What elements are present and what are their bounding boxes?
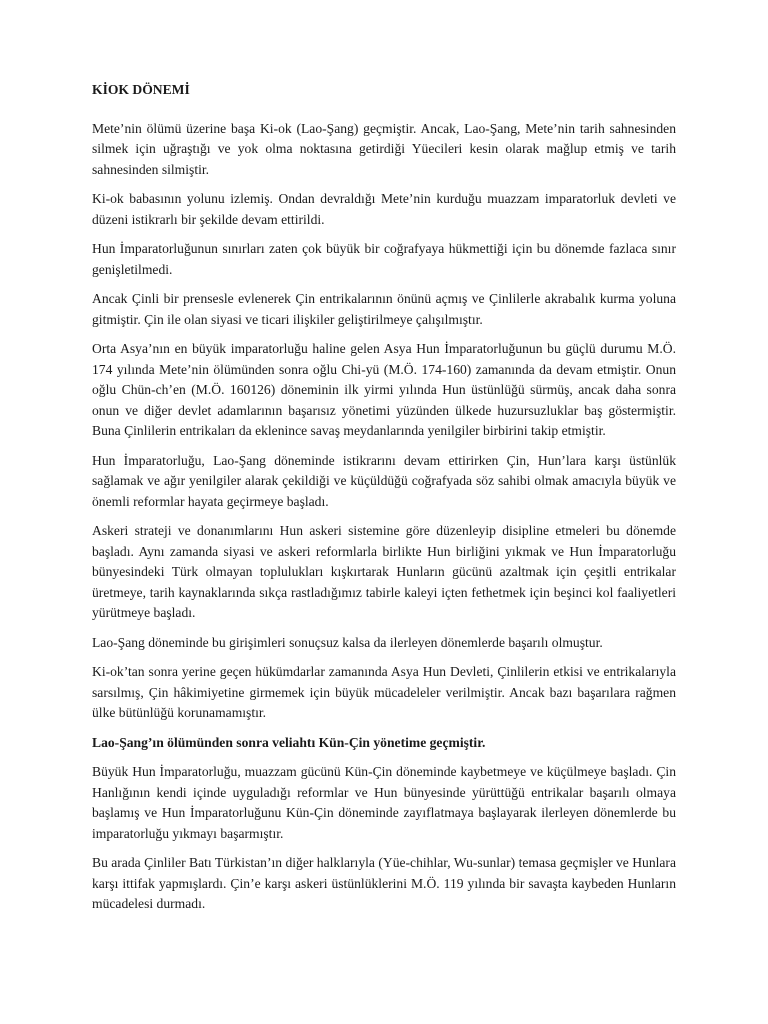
bold-paragraph: Lao-Şang’ın ölümünden sonra veliahtı Kün-Çin yönetime geçmiştir.	[92, 734, 486, 750]
document-heading: KİOK DÖNEMİ	[92, 82, 190, 97]
paragraph: Büyük Hun İmparatorluğu, muazzam gücünü Kün-Çin döneminde kaybetmeye ve küçülmeye başladı. Çin Hanlığının kendi içinde uyguladığı reformlar ve Hun bünyesinde yürüttüğü entrikalar başarılı olmaya başlamış ve Hun İmparatorluğunu Kün-Çin döneminde zayıflatmaya başlayarak ilerleyen dönemlerde bu imparatorluğu yıkmayı başarmıştır.	[92, 764, 676, 841]
paragraph: Askeri strateji ve donanımlarını Hun askeri sistemine göre düzenleyip disipline etmeleri bu dönemde başladı. Aynı zamanda siyasi ve askeri reformlarla birlikte Hun birliğini yıkmak ve Hun İmparatorluğu bünyesindeki Türk olmayan toplulukları kışkırtarak Hunların gücünü azaltmak için çeşitli entrikalar üretmeye, tarih kaynaklarında sıkça rastladığımız tabirle kaleyi içten fethetmek için beşinci kol faaliyetleri yürütmeye başladı.	[92, 523, 676, 620]
paragraph: Mete’nin ölümü üzerine başa Ki-ok (Lao-Şang) geçmiştir. Ancak, Lao-Şang, Mete’nin tarih sahnesinden silmek için uğraştığı ve yok olma noktasına getirdiği Yüecileri kesin olarak mağlup etmiş ve tarih sahnesinden silmiştir.	[92, 120, 676, 177]
paragraph: Hun İmparatorluğu, Lao-Şang döneminde istikrarını devam ettirirken Çin, Hun’lara karşı üstünlük sağlamak ve ağır yenilgiler alarak çekildiği ve küçüldüğü coğrafyada söz sahibi olmak amacıyla büyük ve önemli reformlar hayata geçirmeye başladı.	[92, 452, 676, 509]
paragraph: Ki-ok’tan sonra yerine geçen hükümdarlar zamanında Asya Hun Devleti, Çinlilerin etkisi ve entrikalarıyla sarsılmış, Çin hâkimiyetine girmemek için büyük mücadeleler verilmiştir. Ancak bazı başarılara rağmen ülke bütünlüğü korunamamıştır.	[92, 664, 676, 720]
paragraph: Lao-Şang döneminde bu girişimleri sonuçsuz kalsa da ilerleyen dönemlerde başarılı olmuştur.	[92, 634, 603, 650]
paragraph: Ancak Çinli bir prensesle evlenerek Çin entrikalarının önünü açmış ve Çinlilerle akrabalık kurma yoluna gitmiştir. Çin ile olan siyasi ve ticari ilişkiler geliştirilmeye çalışılmıştır.	[92, 291, 676, 327]
document-page	[92, 80, 676, 924]
paragraph: Hun İmparatorluğunun sınırları zaten çok büyük bir coğrafyaya hükmettiği için bu dönemde fazlaca sınır genişletilmedi.	[92, 241, 676, 277]
paragraph: Ki-ok babasının yolunu izlemiş. Ondan devraldığı Mete’nin kurduğu muazzam imparatorluk devleti ve düzeni istikrarlı bir şekilde devam ettirildi.	[92, 191, 676, 227]
paragraph: Orta Asya’nın en büyük imparatorluğu haline gelen Asya Hun İmparatorluğunun bu güçlü durumu M.Ö. 174 yılında Mete’nin ölümünden sonra oğlu Chi-yü (M.Ö. 174-160) zamanında da devam etmiştir. Onun oğlu Chün-ch’en (M.Ö. 160126) döneminin ilk yirmi yılında Hun üstünlüğü sürmüş, ancak daha sonra onun ve diğer devlet adamlarının başarısız yönetimi yüzünden ülkede huzursuzluklar baş göstermiştir. Buna Çinlilerin entrikaları da eklenince savaş meydanlarında yenilgiler birbirini takip etmiştir.	[92, 341, 676, 438]
paragraph: Bu arada Çinliler Batı Türkistan’ın diğer halklarıyla (Yüe-chihlar, Wu-sunlar) temasa geçmişler ve Hunlara karşı ittifak yapmışlardı. Çin’e karşı askeri üstünlüklerini M.Ö. 119 yılında bir savaşta kaybeden Hunların mücadelesi durmadı.	[92, 855, 676, 911]
